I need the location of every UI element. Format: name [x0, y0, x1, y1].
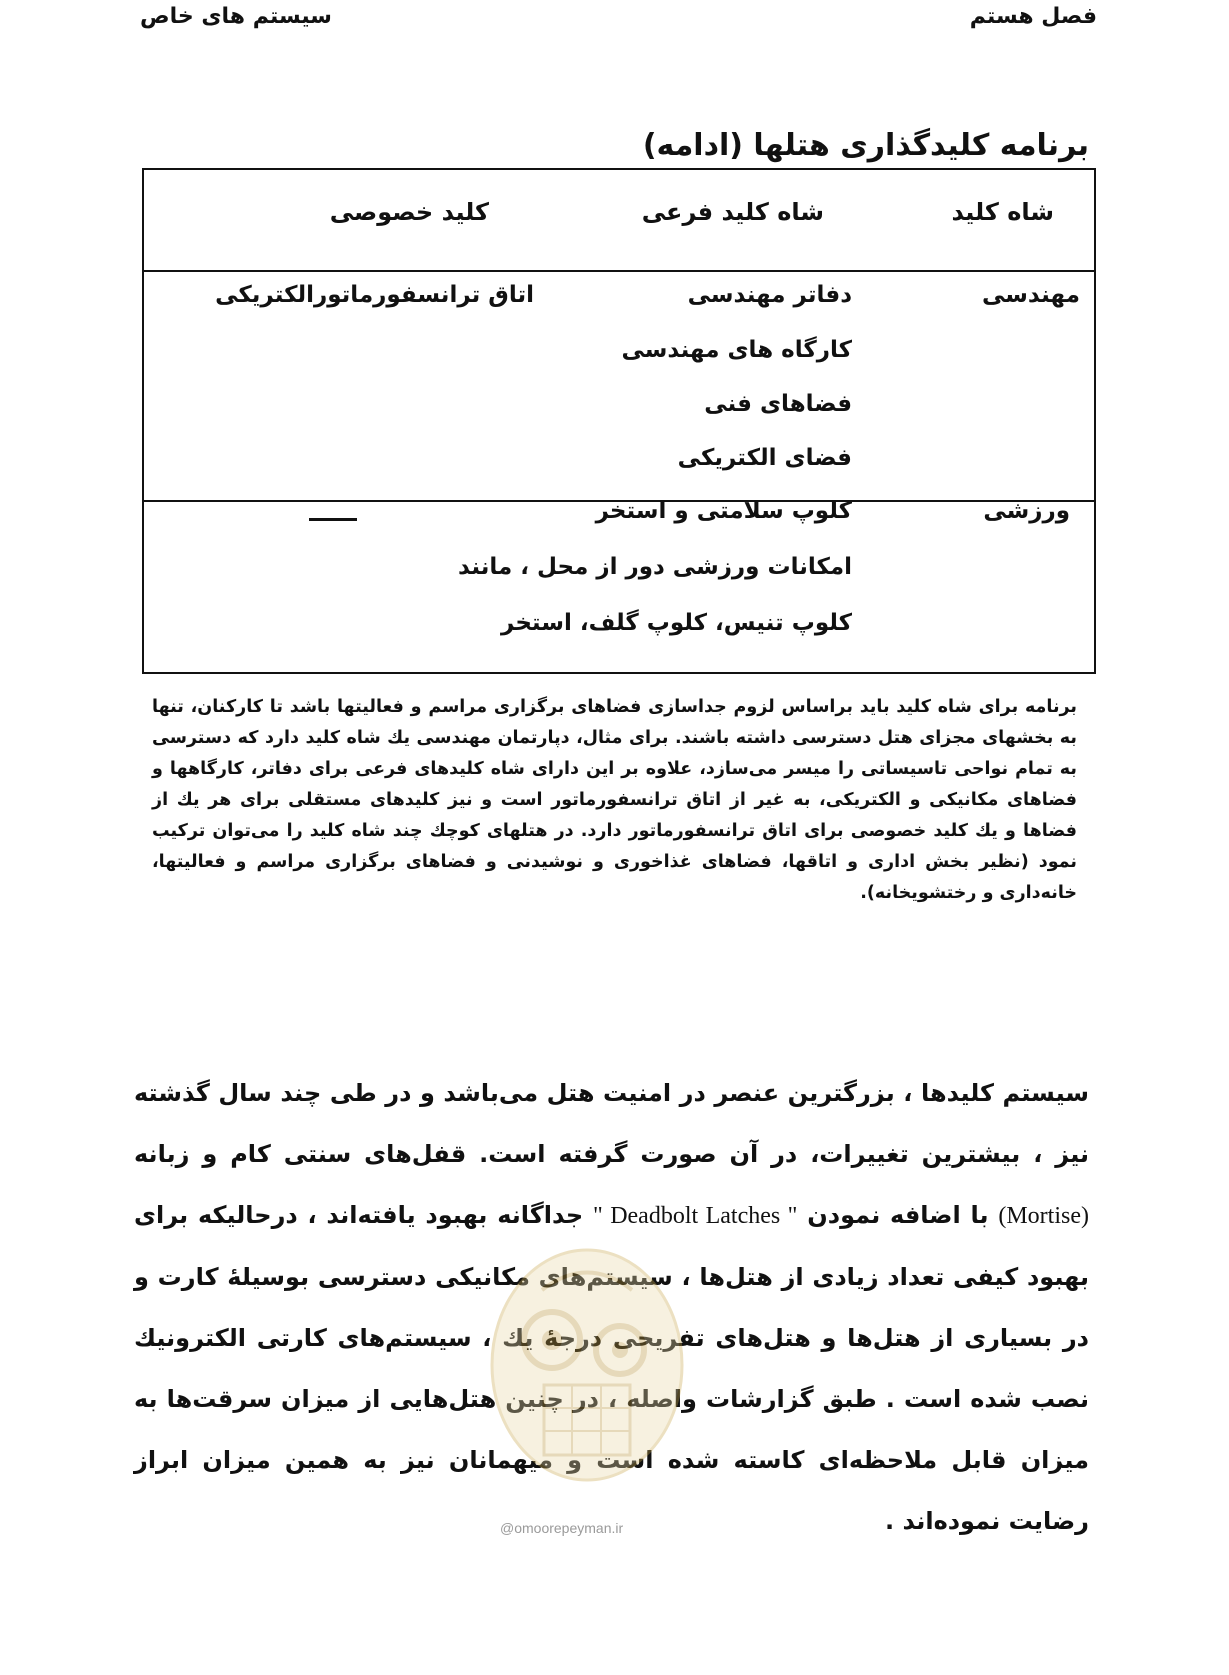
table-note-paragraph: برنامه برای شاه کلید باید براساس لزوم جداسازی فضاهای برگزاری مراسم و فعالیتها باشد تا کارکنان، تنها به بخشهای مجزای هتل دسترسی داشته باشند. برای مثال، دپارتمان مهندسی یك شاه کلید دارد که دسترسی به تمام نواحی تاسیساتی را میسر می‌سازد، علاوه بر این دارای شاه کلیدهای فرعی برای دفاتر، کارگاهها و فضاهای مکانیکی و الکتریکی، به غیر از اتاق ترانسفورماتور است و نیز کلیدهای مستقلی برای هر یك از فضاها و یك کلید خصوصی برای اتاق ترانسفورماتور دارد. در هتلهای کوچك چند شاه کلید را می‌توان ترکیب نمود (نظیر بخش اداری و اتاقها، فضاهای غذاخوری و نوشیدنی و فضاهای برگزاری مراسم و فعالیتها، خانه‌داری و رختشویخانه).	[152, 697, 1077, 903]
column-header-sub-master-key: شاه کلید فرعی	[641, 198, 824, 226]
body-text-part: جداگانه بهبود یافته‌اند ، درحالیکه برای بهبود کیفی تعداد زیادی از هتل‌ها ، سیستم‌های مکانیکی دسترسی بوسیلهٔ کارت و در بسیاری از هتل‌ها و هتل‌های تفریحی درجهٔ یك ، سیستم‌های کارتی الکترونیك نصب شده است . طبق گزارشات واصله ، در چنین هتل‌هایی از میزان سرقت‌ها به میزان قابل ملاحظه‌ای کاسته شده است و میهمانان نیز به همین میزان ابراز رضایت نموده‌اند .	[134, 1201, 1089, 1535]
list-item: کلوپ تنیس، کلوپ گلف، استخر	[501, 610, 852, 636]
row-master-engineering: مهندسی	[982, 282, 1080, 308]
column-header-private-key: کلید خصوصی	[329, 198, 489, 226]
running-header-chapter: فصل هستم	[969, 4, 1097, 29]
list-item: دفاتر مهندسی	[687, 282, 852, 308]
list-item: فضاهای فنی	[704, 391, 852, 417]
running-header-section: سیستم های خاص	[140, 4, 332, 29]
latin-term-mortise: (Mortise)	[998, 1203, 1089, 1229]
body-text-part: سیستم کلیدها ، بزرگترین عنصر در امنیت هتل می‌باشد و در طی چند سال گذشته نیز ، بیشترین تغییرات، در آن صورت گرفته است. قفل‌های سنتی کام و زبانه	[134, 1079, 1089, 1168]
table-header-row	[144, 170, 1094, 272]
list-item: امکانات ورزشی دور از محل ، مانند	[458, 554, 852, 580]
row-master-sports: ورزشی	[983, 498, 1070, 524]
table-title: برنامه کلیدگذاری هتلها (ادامه)	[642, 128, 1089, 163]
empty-cell-dash	[309, 518, 357, 521]
body-paragraph	[134, 1063, 1089, 1552]
row-private-engineering: اتاق ترانسفورماتورالکتریکی	[215, 282, 534, 308]
keying-schedule-table	[142, 168, 1096, 674]
list-item: کلوپ سلامتی و استخر	[595, 498, 852, 524]
body-text-part: با اضافه نمودن	[797, 1201, 999, 1229]
latin-term-deadbolt: " Deadbolt Latches "	[592, 1203, 798, 1229]
list-item: فضای الکتریکی	[677, 445, 852, 471]
watermark-site-label: @omoorepeyman.ir	[500, 1520, 624, 1536]
list-item: کارگاه های مهندسی	[621, 337, 852, 363]
column-header-master-key: شاه کلید	[951, 198, 1054, 226]
